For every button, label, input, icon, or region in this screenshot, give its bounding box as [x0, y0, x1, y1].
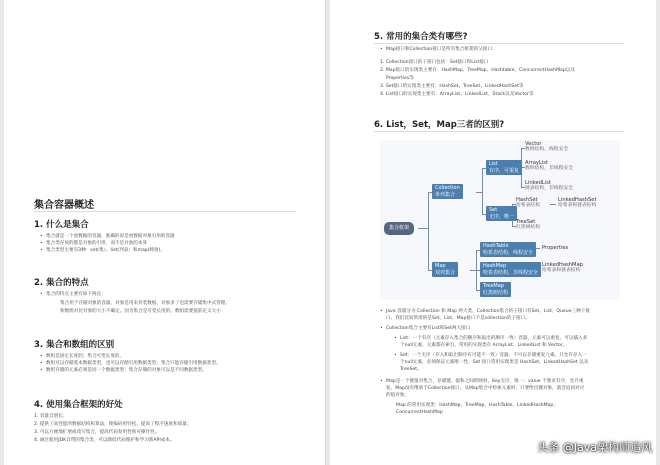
list-item: • 集合类型主要有3种：set(集）、list(列表）和map(映射)。 [46, 247, 165, 254]
list-item: 个null元素，元素都有索引。常用的实现类有 ArrayList、LinkedList 和 Vector。 [400, 343, 568, 348]
vector-node: Vector 数组结构，线程安全 [525, 141, 569, 152]
list-item: • 数组是固定长度的；集合可变长度的。 [46, 353, 124, 360]
list-item: 2. Map接口的实现类主要有：HashMap、TreeMap、Hashtable、ConcurrentHashMap以及 [380, 68, 575, 73]
linkedlist-node: LinkedList 链表结构，非线程安全 [525, 180, 573, 191]
root-node: 集合框架 [384, 222, 414, 235]
list-item: TreeSet。 [400, 367, 422, 372]
section-3-heading: 3. 集合和数组的区别 [34, 340, 115, 350]
list-item: • Collection集合主要有List和Set两大接口 [386, 325, 470, 332]
section-5-heading: 5. 常用的集合类有哪些? [374, 32, 468, 42]
treemap-node: TreeMap 红黑树结构 [480, 282, 511, 297]
treeset-node: TreeSet 红黑树结构 [516, 219, 540, 230]
set-node: Set 无序，唯一 [486, 206, 517, 221]
list-item: 和数组对比对象的大小不确定。因为集合是可变长度的。数组需要提前定义大小 [60, 309, 221, 314]
left-page [4, 0, 326, 465]
section-6-heading: 6. List，Set，Map三者的区别? [374, 120, 505, 130]
hashmap-node: HashMap 哈希表结构，非线程安全 [480, 262, 541, 277]
list-item: • Set：一个无序（存入和取出顺序有可能不一致）容器，不可以存储重复元素，只允许存入一 [400, 352, 587, 359]
list-item: 口。我们比较常用的是Set、List，Map接口不是collection的子接口。 [386, 316, 530, 321]
list-item: 4. List接口的实现类主要有：ArrayList、LinkedList、Stack以及Vector等 [380, 92, 534, 97]
list-item: • 集合类存放的都是对象的引用，而不是对象的本身 [46, 240, 147, 247]
list-item: 1. Collection接口的子接口包括：Set接口和List接口 [380, 60, 489, 65]
list-item: 3. 可以方便地扩展或改写集合，提高代码复用性和可操作性。 [34, 430, 160, 435]
list-item: • 集合的特点主要有如下两点： [46, 291, 106, 298]
hashtable-node: HashTable 哈希表结构，线程安全 [480, 242, 536, 257]
section-divider [374, 131, 624, 132]
section-divider [374, 43, 624, 44]
list-item: ConcurrentHashMap [396, 410, 443, 415]
list-item: 1. 容量自增长； [34, 414, 68, 419]
list-item: 的值对象。 [386, 393, 409, 398]
list-item: • Map是一个键值对集合，存储键、值和之间的映射。Key无序，唯一；value 不要求有序，允许重 [386, 378, 583, 385]
list-item: Map 的常用实现类：HashMap、TreeMap、HashTable、LinkedHashMap、 [396, 403, 558, 408]
list-item: • List：一个有序（元素存入集合的顺序和取出的顺序一致）容器，元素可以重复，可以插入多 [400, 335, 587, 342]
list-item: • 集合就是一个放数据的容器，准确的说是放数据对象引用的容器 [46, 233, 175, 240]
page-title: 集合容器概述 [34, 200, 94, 211]
section-1-heading: 1. 什么是集合 [34, 220, 89, 230]
title-divider [34, 211, 296, 212]
linkedhashset-node: LinkedHashSet 哈希表和链表结构 [558, 197, 597, 208]
section-4-heading: 4. 使用集合框架的好处 [34, 400, 123, 410]
list-item: 集合用于存储对象的容器，对象是用来封装数据，对象多了也需要存储集中式管理。 [60, 301, 230, 306]
section-2-heading: 2. 集合的特点 [34, 278, 89, 288]
right-page [330, 0, 656, 465]
list-item: 个null元素，必须保证元素唯一性。Set 接口常用实现类是 HashSet、LinkedHashSet 以及 [400, 360, 589, 365]
list-item: 4. 通过使用JDK自带的集合类，可以降低代码维护和学习新API成本。 [34, 438, 175, 443]
list-item: 2. 提供了高性能的数据结构和算法，使编码更轻松，提高了程序速度和质量； [34, 422, 192, 427]
list-item: • Map接口和Collection接口是所有集合框架的父接口： [386, 46, 497, 53]
map-node: Map 双列集合 [432, 262, 458, 277]
list-item: 复。Map没有继承于Collection接口，从Map集合中检索元素时，只要给出键对象，就会返回对应 [386, 386, 585, 391]
list-item: • 数组存储的元素必须是同一个数据类型；集合存储的对象可以是不同数据类型。 [46, 367, 207, 374]
linkedhashmap-node: LinkedHashMap 哈希表和链表结构 [542, 262, 583, 273]
list-item: Properties等 [386, 76, 414, 81]
arraylist-node: ArrayList 数组结构，非线程安全 [525, 160, 573, 171]
list-item: 3. Set接口的实现类主要有：HashSet、TreeSet、LinkedHashSet等 [380, 84, 524, 89]
collection-node: Collection 单列集合 [432, 184, 463, 199]
list-item: • Java 容器分为 Collection 和 Map 两大类，Collection集合的子接口有Set、List、Queue三种子接 [386, 308, 590, 315]
collections-mindmap [380, 140, 620, 300]
list-item: • 数组可以存储基本数据类型，也可以存储引用数据类型；集合只能存储引用数据类型。 [46, 360, 221, 367]
hashset-node: HashSet 哈希表结构 [516, 197, 540, 208]
watermark: 头条 @Java架构师追风 [537, 441, 652, 454]
properties-node: Properties [542, 245, 569, 251]
list-node: List 有序，可重复 [486, 160, 522, 175]
